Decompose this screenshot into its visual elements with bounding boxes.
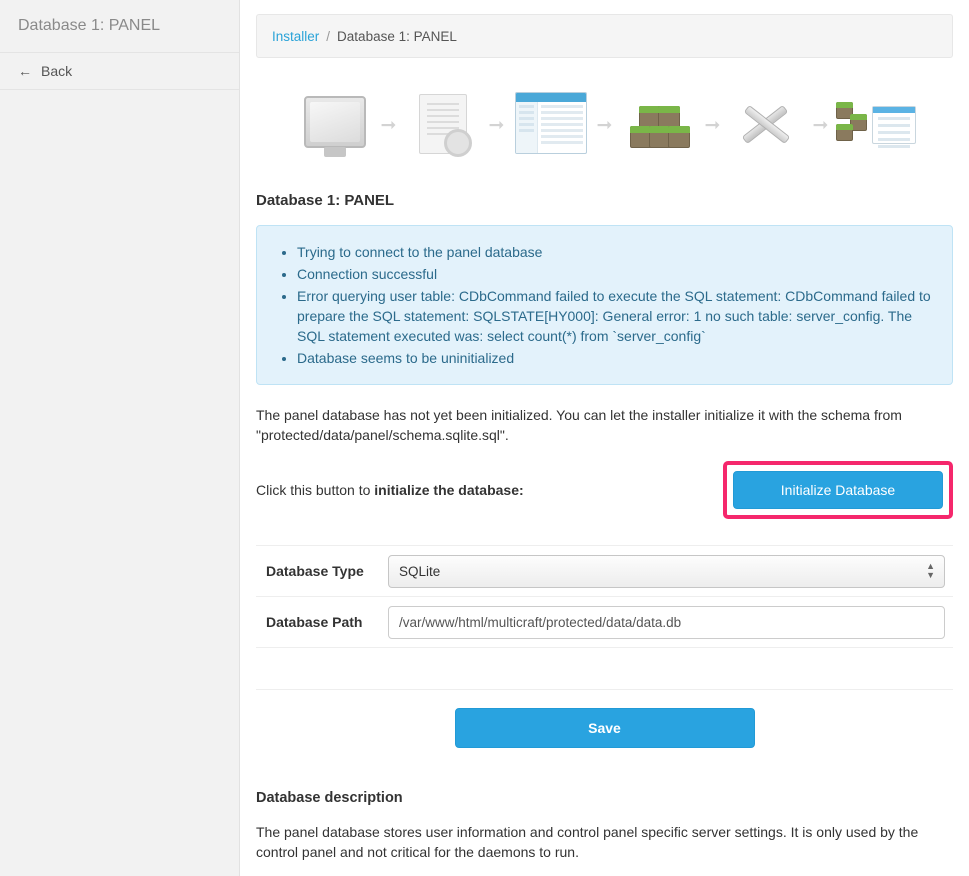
description-title: Database description	[256, 790, 403, 806]
save-row	[256, 690, 953, 748]
breadcrumb-current: Database 1: PANEL	[337, 28, 457, 44]
panel-screenshot-step-icon	[512, 86, 590, 164]
initialize-instruction-bold: initialize the database:	[374, 482, 524, 498]
form-row-database-type	[256, 546, 953, 597]
database-path-input[interactable]	[388, 606, 945, 639]
monitor-step-icon	[296, 86, 374, 164]
initialize-instruction	[256, 482, 524, 498]
breadcrumb-separator: /	[326, 28, 331, 44]
breadcrumb-link-installer[interactable]: Installer	[272, 28, 320, 44]
database-settings-form	[256, 545, 953, 690]
form-row-spacer	[256, 648, 953, 690]
initialize-button-highlight	[723, 461, 953, 519]
list-item: • Database seems to be uninitialized	[297, 348, 934, 368]
content-column	[256, 14, 953, 862]
sidebar-back-label: Back	[41, 63, 73, 79]
page-title: Database 1: PANEL	[256, 192, 395, 209]
initialize-action-row	[256, 461, 953, 519]
main-content	[240, 0, 969, 876]
form-row-database-path	[256, 597, 953, 648]
migrate-step-icon	[836, 86, 914, 164]
initialize-instruction-prefix: Click this button to	[256, 482, 375, 498]
sidebar-back-button[interactable]	[0, 52, 239, 90]
arrow-icon: ➞	[812, 114, 829, 136]
sidebar	[0, 0, 240, 876]
arrow-icon: ➞	[380, 114, 397, 136]
save-button[interactable]: Save	[455, 708, 755, 748]
status-list	[277, 242, 934, 368]
arrow-left-icon: ←	[18, 63, 32, 79]
list-item: • Connection successful	[297, 264, 934, 284]
sidebar-empty-area	[0, 90, 239, 876]
arrow-icon: ➞	[488, 114, 505, 136]
config-document-step-icon	[404, 86, 482, 164]
tools-step-icon	[728, 86, 806, 164]
installer-steps	[256, 58, 953, 178]
info-paragraph: The panel database has not yet been initialized. You can let the installer initialize it with the schema from "protected/data/panel/schema.sqlite.sql".	[256, 407, 902, 443]
breadcrumb	[256, 14, 953, 58]
database-type-select[interactable]	[388, 555, 945, 588]
database-path-label: Database Path	[266, 614, 363, 630]
minecraft-blocks-step-icon	[620, 86, 698, 164]
description-text: The panel database stores user information and control panel specific server settings. It is only used by the control panel and not critical for the daemons to run.	[256, 824, 919, 860]
sidebar-title: Database 1: PANEL	[0, 0, 239, 52]
status-alert	[256, 225, 953, 385]
arrow-icon: ➞	[596, 114, 613, 136]
list-item: • Trying to connect to the panel database	[297, 242, 934, 262]
initialize-database-button[interactable]: Initialize Database	[733, 471, 943, 509]
list-item: • Error querying user table: CDbCommand failed to execute the SQL statement: CDbCommand failed to prepare the SQL statement: SQLSTATE[HY000]: General error: 1 no such table: server_config. The SQL statement executed was: select count(*) from `server_config`	[297, 286, 934, 346]
chevron-updown-icon: ▲ ▼	[926, 561, 935, 580]
database-type-label: Database Type	[266, 563, 364, 579]
arrow-icon: ➞	[704, 114, 721, 136]
